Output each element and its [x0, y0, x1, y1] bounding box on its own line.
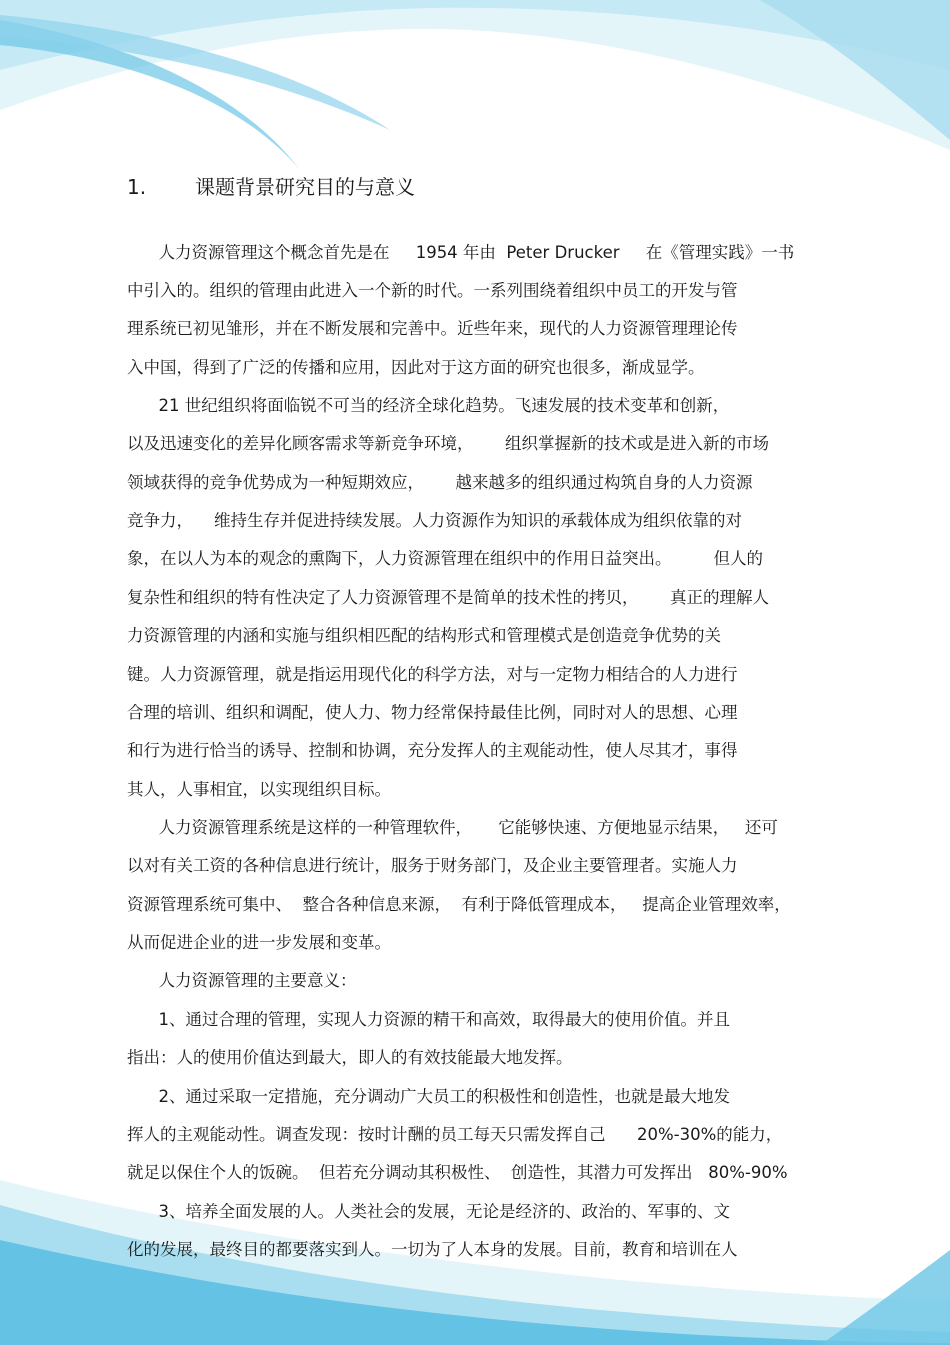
paragraph-line: 3、培养全面发展的人。人类社会的发展，无论是经济的、政治的、军事的、文: [127, 1202, 730, 1221]
paragraph-line: 资源管理系统可集中、 整合各种信息来源， 有利于降低管理成本， 提高企业管理效率，: [127, 895, 791, 914]
paragraph-line: 人力资源管理系统是这样的一种管理软件， 它能够快速、方便地显示结果， 还可: [127, 818, 778, 837]
paragraph-line: 人力资源管理这个概念首先是在 1954 年由 Peter Drucker 在《管理实践》一书: [127, 243, 795, 262]
paragraph-line: 中引入的。组织的管理由此进入一个新的时代。一系列围绕着组织中员工的开发与管: [127, 281, 738, 300]
paragraph-line: 入中国，得到了广泛的传播和应用，因此对于这方面的研究也很多，渐成显学。: [127, 358, 705, 377]
paragraph-line: 理系统已初见雏形，并在不断发展和完善中。近些年来，现代的人力资源管理理论传: [127, 319, 738, 338]
paragraph-line: 2、通过采取一定措施，充分调动广大员工的积极性和创造性，也就是最大地发: [127, 1087, 730, 1106]
paragraph-line: 人力资源管理的主要意义：: [127, 971, 357, 990]
paragraph-line: 以及迅速变化的差异化顾客需求等新竞争环境， 组织掌握新的技术或是进入新的市场: [127, 434, 769, 453]
section-title: 课题背景研究目的与意义: [195, 175, 415, 199]
paragraph-line: 力资源管理的内涵和实施与组织相匹配的结构形式和管理模式是创造竞争优势的关: [127, 626, 721, 645]
paragraph-line: 挥人的主观能动性。调查发现：按时计酬的员工每天只需发挥自己 20%-30%的能力，: [127, 1125, 783, 1144]
paragraph-line: 从而促进企业的进一步发展和变革。: [127, 933, 391, 952]
paragraph-line: 1、通过合理的管理，实现人力资源的精干和高效，取得最大的使用价值。并且: [127, 1010, 730, 1029]
paragraph-line: 键。人力资源管理，就是指运用现代化的科学方法，对与一定物力相结合的人力进行: [127, 665, 738, 684]
paragraph-line: 竞争力， 维持生存并促进持续发展。人力资源作为知识的承载体成为组织依靠的对: [127, 511, 742, 530]
paragraph-line: 合理的培训、组织和调配，使人力、物力经常保持最佳比例，同时对人的思想、心理: [127, 703, 738, 722]
paragraph-line: 象，在以人为本的观念的熏陶下，人力资源管理在组织中的作用日益突出。 但人的: [127, 549, 763, 568]
paragraph-line: 21 世纪组织将面临锐不可当的经济全球化趋势。飞速发展的技术变革和创新，: [127, 396, 730, 415]
section-number: 1.: [127, 175, 147, 199]
paragraph-line: 和行为进行恰当的诱导、控制和协调，充分发挥人的主观能动性，使人尽其才，事得: [127, 741, 738, 760]
paragraph-line: 其人，人事相宜，以实现组织目标。: [127, 780, 391, 799]
paragraph-line: 化的发展，最终目的都要落实到人。一切为了人本身的发展。目前，教育和培训在人: [127, 1240, 738, 1259]
paragraph-line: 复杂性和组织的特有性决定了人力资源管理不是简单的技术性的拷贝， 真正的理解人: [127, 588, 769, 607]
paragraph-line: 领域获得的竞争优势成为一种短期效应， 越来越多的组织通过构筑自身的人力资源: [127, 473, 753, 492]
paragraph-line: 指出：人的使用价值达到最大，即人的有效技能最大地发挥。: [127, 1048, 573, 1067]
paragraph-line: 以对有关工资的各种信息进行统计，服务于财务部门，及企业主要管理者。实施人力: [127, 856, 738, 875]
section-heading: [127, 172, 827, 202]
paragraph-line: 就足以保住个人的饭碗。 但若充分调动其积极性、 创造性，其潜力可发挥出 80%-90%: [127, 1163, 788, 1182]
